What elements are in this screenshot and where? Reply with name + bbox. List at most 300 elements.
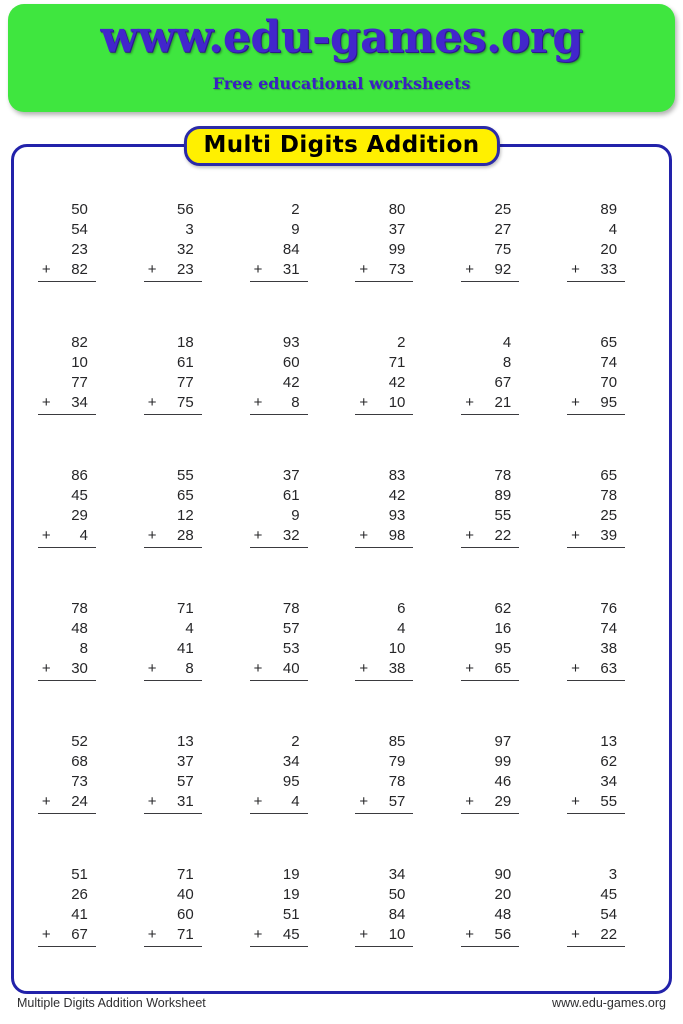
addend: 25 [494,201,512,218]
problem-number-stack [567,732,625,814]
answer-blank[interactable] [144,415,202,437]
plus-operator: + [147,926,157,943]
answer-blank[interactable] [567,681,625,703]
addition-problem [14,732,120,865]
addend: 54 [71,221,88,238]
addend: 57 [177,773,194,790]
problem-number-stack [250,599,308,681]
final-addend-row [38,659,96,681]
addend: 80 [388,201,406,218]
addend: 85 [388,733,406,750]
final-addend-row [355,260,413,282]
final-addend-row [144,526,202,548]
problem-number-stack [38,732,96,814]
plus-operator: + [253,394,263,411]
addition-problem [226,333,332,466]
final-addend: 65 [494,660,512,677]
problem-grid [14,200,649,998]
problem-number-stack [567,466,625,548]
addend: 32 [177,241,194,258]
answer-blank[interactable] [250,814,308,836]
problem-number-stack [250,732,308,814]
final-addend-row [250,925,308,947]
addend: 42 [388,487,406,504]
addend: 93 [388,507,406,524]
addend: 93 [282,334,300,351]
answer-blank[interactable] [355,548,413,570]
problem-number-stack [461,865,519,947]
final-addend: 55 [600,793,618,810]
addend: 10 [71,354,88,371]
addend: 55 [494,507,512,524]
addend: 71 [388,354,406,371]
final-addend-row [250,526,308,548]
final-addend-row [355,526,413,548]
answer-blank[interactable] [38,548,96,570]
addend: 41 [177,640,194,657]
addition-problem [14,599,120,732]
answer-blank[interactable] [250,548,308,570]
final-addend-row [38,260,96,282]
answer-blank[interactable] [355,415,413,437]
answer-blank[interactable] [567,947,625,969]
answer-blank[interactable] [355,681,413,703]
addend: 86 [71,467,88,484]
addend: 3 [608,866,618,883]
final-addend: 8 [185,660,194,677]
addend: 34 [600,773,618,790]
answer-blank[interactable] [461,681,519,703]
addend: 54 [600,906,618,923]
problem-number-stack [144,865,202,947]
addend: 29 [71,507,88,524]
final-addend: 40 [282,660,300,677]
final-addend: 75 [177,394,194,411]
plus-operator: + [571,793,580,810]
final-addend: 56 [494,926,512,943]
final-addend-row [38,393,96,415]
final-addend: 10 [388,926,406,943]
final-addend-row [461,393,519,415]
addition-problem [332,865,438,998]
addend: 55 [177,467,194,484]
addition-problem [226,732,332,865]
plus-operator: + [359,660,369,677]
answer-blank[interactable] [144,282,202,304]
addend: 67 [494,374,512,391]
addend: 97 [494,733,512,750]
final-addend-row [250,393,308,415]
addition-problem [437,466,543,599]
final-addend-row [250,659,308,681]
problem-number-stack [355,466,413,548]
problem-number-stack [355,333,413,415]
addend: 27 [494,221,512,238]
problem-number-stack [355,200,413,282]
addend: 71 [177,866,194,883]
final-addend: 4 [79,527,88,544]
plus-operator: + [571,926,580,943]
final-addend-row [355,393,413,415]
final-addend-row [461,526,519,548]
answer-blank[interactable] [38,814,96,836]
addend: 13 [600,733,618,750]
final-addend-row [38,925,96,947]
addend: 20 [494,886,512,903]
addend: 2 [397,334,406,351]
addend: 37 [177,753,194,770]
plus-operator: + [465,793,474,810]
addition-problem [332,599,438,732]
addend: 70 [600,374,618,391]
final-addend: 67 [71,926,88,943]
final-addend-row [567,526,625,548]
page-footer [0,996,683,1020]
final-addend: 31 [177,793,194,810]
problem-number-stack [144,599,202,681]
final-addend: 30 [71,660,88,677]
plus-operator: + [147,660,157,677]
addend: 71 [177,600,194,617]
plus-operator: + [465,394,474,411]
problem-number-stack [38,333,96,415]
addend: 89 [494,487,512,504]
addend: 41 [71,906,88,923]
addition-problem [120,732,226,865]
site-tagline: Free educational worksheets [212,74,471,93]
answer-blank[interactable] [144,548,202,570]
answer-blank[interactable] [250,415,308,437]
final-addend: 32 [282,527,300,544]
addend: 99 [494,753,512,770]
addition-problem [543,599,649,732]
plus-operator: + [571,527,580,544]
final-addend-row [38,526,96,548]
problem-number-stack [38,865,96,947]
addend: 76 [600,600,618,617]
addend: 2 [291,201,300,218]
problem-number-stack [567,865,625,947]
addend: 60 [177,906,194,923]
addend: 56 [177,201,194,218]
problem-number-stack [355,865,413,947]
final-addend: 29 [494,793,512,810]
problem-number-stack [250,333,308,415]
plus-operator: + [147,394,157,411]
plus-operator: + [41,926,51,943]
final-addend-row [567,260,625,282]
addend: 84 [282,241,300,258]
addend: 45 [71,487,88,504]
plus-operator: + [571,261,580,278]
addend: 16 [494,620,512,637]
footer-site-url: www.edu-games.org [552,996,666,1010]
final-addend-row [355,792,413,814]
plus-operator: + [571,394,580,411]
answer-blank[interactable] [461,415,519,437]
final-addend: 95 [600,394,618,411]
final-addend-row [250,260,308,282]
addend: 20 [600,241,618,258]
answer-blank[interactable] [461,282,519,304]
plus-operator: + [147,793,157,810]
final-addend: 92 [494,261,512,278]
plus-operator: + [465,660,474,677]
addend: 83 [388,467,406,484]
addition-problem [437,732,543,865]
addend: 74 [600,354,618,371]
plus-operator: + [253,527,263,544]
addend: 65 [177,487,194,504]
final-addend-row [144,925,202,947]
addend: 8 [502,354,512,371]
addend: 95 [494,640,512,657]
final-addend: 31 [282,261,300,278]
addition-problem [14,865,120,998]
final-addend: 4 [291,793,300,810]
final-addend: 39 [600,527,618,544]
addend: 51 [282,906,300,923]
addition-problem [120,599,226,732]
addition-problem [226,599,332,732]
answer-blank[interactable] [567,814,625,836]
plus-operator: + [359,926,369,943]
addend: 51 [71,866,88,883]
site-banner [8,4,675,112]
addition-problem [543,732,649,865]
addend: 62 [600,753,618,770]
problem-number-stack [144,732,202,814]
answer-blank[interactable] [461,548,519,570]
addend: 19 [282,886,300,903]
plus-operator: + [147,527,157,544]
final-addend-row [461,260,519,282]
answer-blank[interactable] [144,947,202,969]
addend: 65 [600,334,618,351]
addend: 45 [600,886,618,903]
addend: 23 [71,241,88,258]
addend: 6 [397,600,406,617]
plus-operator: + [359,394,369,411]
problem-number-stack [461,466,519,548]
plus-operator: + [41,394,51,411]
final-addend-row [144,659,202,681]
plus-operator: + [147,261,157,278]
final-addend: 63 [600,660,618,677]
plus-operator: + [41,261,51,278]
final-addend: 98 [388,527,406,544]
final-addend-row [355,659,413,681]
addend: 79 [388,753,406,770]
addition-problem [332,333,438,466]
final-addend: 23 [177,261,194,278]
addition-problem [543,200,649,333]
addition-problem [14,466,120,599]
site-title: www.edu-games.org [100,12,583,63]
addend: 90 [494,866,512,883]
addend: 68 [71,753,88,770]
final-addend-row [567,659,625,681]
addend: 3 [185,221,194,238]
final-addend: 21 [494,394,512,411]
problem-number-stack [38,200,96,282]
addition-problem [226,200,332,333]
answer-blank[interactable] [355,947,413,969]
problem-number-stack [250,865,308,947]
final-addend-row [567,925,625,947]
problem-number-stack [461,200,519,282]
answer-blank[interactable] [461,814,519,836]
answer-blank[interactable] [567,548,625,570]
problem-number-stack [355,732,413,814]
addend: 37 [388,221,406,238]
addend: 78 [71,600,88,617]
plus-operator: + [253,926,263,943]
final-addend: 82 [71,261,88,278]
answer-blank[interactable] [250,947,308,969]
answer-blank[interactable] [250,681,308,703]
answer-blank[interactable] [567,282,625,304]
final-addend: 8 [291,394,300,411]
final-addend: 33 [600,261,618,278]
problem-number-stack [461,732,519,814]
addition-problem [120,333,226,466]
addition-problem [543,466,649,599]
addend: 4 [185,620,194,637]
final-addend-row [461,792,519,814]
plus-operator: + [41,527,51,544]
addend: 77 [177,374,194,391]
final-addend-row [38,792,96,814]
answer-blank[interactable] [250,282,308,304]
plus-operator: + [571,660,580,677]
addend: 42 [388,374,406,391]
addition-problem [437,333,543,466]
final-addend-row [144,393,202,415]
final-addend: 38 [388,660,406,677]
plus-operator: + [253,261,263,278]
answer-blank[interactable] [38,947,96,969]
addend: 48 [494,906,512,923]
addend: 53 [282,640,300,657]
addition-problem [120,466,226,599]
addend: 34 [388,866,406,883]
problem-number-stack [250,466,308,548]
problem-number-stack [461,599,519,681]
answer-blank[interactable] [355,814,413,836]
answer-blank[interactable] [144,814,202,836]
addend: 60 [282,354,300,371]
problem-number-stack [144,200,202,282]
plus-operator: + [41,793,51,810]
addend: 2 [291,733,300,750]
addend: 8 [79,640,88,657]
addend: 78 [600,487,618,504]
addend: 84 [388,906,406,923]
answer-blank[interactable] [355,282,413,304]
answer-blank[interactable] [38,415,96,437]
plus-operator: + [359,527,369,544]
plus-operator: + [359,793,369,810]
problem-number-stack [567,200,625,282]
addend: 50 [388,886,406,903]
addend: 34 [282,753,300,770]
answer-blank[interactable] [38,282,96,304]
plus-operator: + [465,527,474,544]
addend: 19 [282,866,300,883]
addend: 99 [388,241,406,258]
addition-problem [332,466,438,599]
plus-operator: + [41,660,51,677]
addition-problem [437,599,543,732]
addend: 37 [282,467,300,484]
final-addend-row [461,659,519,681]
problem-number-stack [38,466,96,548]
addend: 38 [600,640,618,657]
answer-blank[interactable] [144,681,202,703]
addition-problem [14,333,120,466]
addend: 9 [291,221,300,238]
final-addend: 28 [177,527,194,544]
answer-blank[interactable] [461,947,519,969]
worksheet-title: Multi Digits Addition [203,132,480,158]
problem-number-stack [567,599,625,681]
plus-operator: + [253,793,263,810]
problem-number-stack [461,333,519,415]
addend: 82 [71,334,88,351]
final-addend-row [567,393,625,415]
addend: 13 [177,733,194,750]
addend: 48 [71,620,88,637]
addend: 95 [282,773,300,790]
addend: 78 [494,467,512,484]
addend: 75 [494,241,512,258]
addend: 18 [177,334,194,351]
addend: 61 [177,354,194,371]
problem-number-stack [250,200,308,282]
answer-blank[interactable] [567,415,625,437]
problem-number-stack [38,599,96,681]
addition-problem [120,865,226,998]
addend: 65 [600,467,618,484]
addition-problem [226,865,332,998]
addend: 46 [494,773,512,790]
addend: 61 [282,487,300,504]
final-addend-row [461,925,519,947]
worksheet-title-badge [183,126,499,166]
final-addend: 73 [388,261,406,278]
addend: 78 [282,600,300,617]
final-addend: 24 [71,793,88,810]
final-addend-row [144,792,202,814]
addition-problem [14,200,120,333]
addend: 50 [71,201,88,218]
addend: 62 [494,600,512,617]
final-addend-row [144,260,202,282]
plus-operator: + [359,261,369,278]
addend: 77 [71,374,88,391]
plus-operator: + [465,926,474,943]
addend: 73 [71,773,88,790]
final-addend-row [355,925,413,947]
final-addend-row [567,792,625,814]
answer-blank[interactable] [38,681,96,703]
plus-operator: + [465,261,474,278]
footer-worksheet-name: Multiple Digits Addition Worksheet [17,996,206,1010]
final-addend: 10 [388,394,406,411]
addend: 9 [291,507,300,524]
addend: 26 [71,886,88,903]
